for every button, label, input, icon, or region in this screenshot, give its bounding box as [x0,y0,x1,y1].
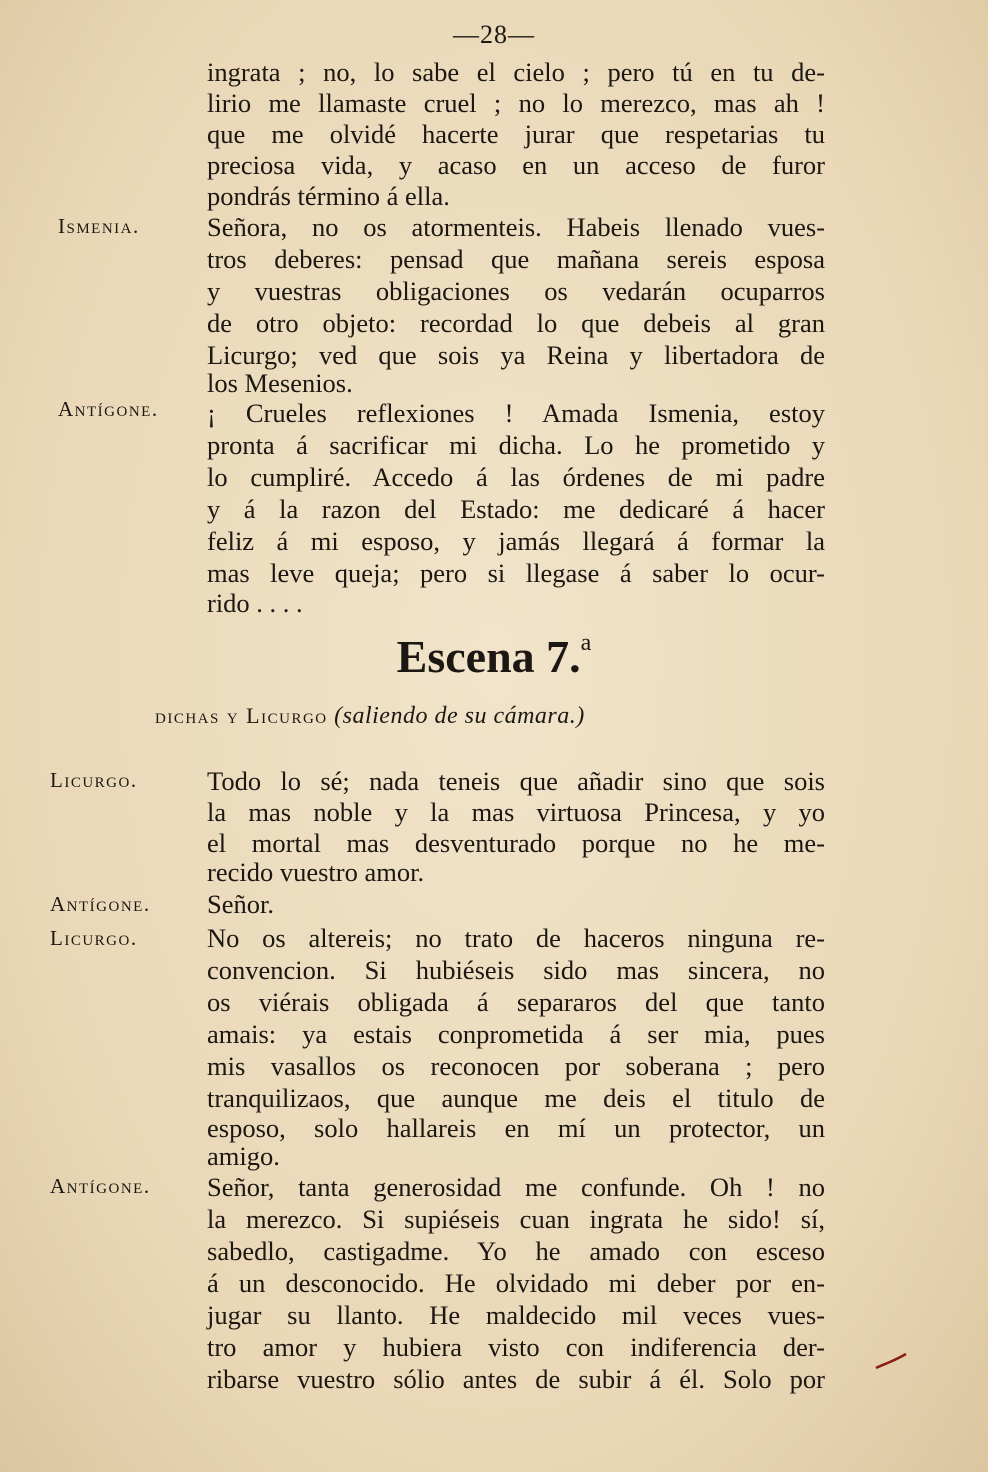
text-line: ingrata ; no, lo sabe el cielo ; pero tú en tu de- [207,57,825,87]
text-line: á un desconocido. He olvidado mi deber por en- [207,1268,825,1298]
text-line: os viérais obligada á separaros del que tanto [207,987,825,1017]
speaker-name: Licurgo. [50,768,138,792]
text-line: sabedlo, castigadme. Yo he amado con esceso [207,1236,825,1266]
speaker-name: Antígone. [58,397,159,421]
text-line: tranquilizaos, que aunque me deis el titulo de [207,1083,825,1113]
text-line: lirio me llamaste cruel ; no lo merezco, mas ah ! [207,88,825,118]
stage-action: (saliendo de su cámara.) [334,703,585,729]
text-line: Señora, no os atormenteis. Habeis llenado vues- [207,212,825,242]
scene-title-superscript: a [580,630,592,656]
text-line: tro amor y hubiera visto con indiferencia der- [207,1332,825,1362]
stage-characters: dichas y Licurgo [155,703,328,728]
stage-direction [155,703,585,730]
text-line: tros deberes: pensad que mañana sereis esposa [207,244,825,274]
text-line: mis vasallos os reconocen por soberana ; pero [207,1051,825,1081]
text-line: ¡ Crueles reflexiones ! Amada Ismenia, estoy [207,398,825,428]
margin-mark-icon [872,1346,912,1376]
text-line: Licurgo; ved que sois ya Reina y libertadora de [207,340,825,370]
text-line: mas leve queja; pero si llegase á saber lo ocur- [207,558,825,588]
speaker-name: Antígone. [50,892,151,916]
text-line: de otro objeto: recordad lo que debeis al gran [207,308,825,338]
text-line: pondrás término á ella. [207,181,450,211]
text-line: feliz á mi esposo, y jamás llegará á formar la [207,526,825,556]
text-line: la merezco. Si supiéseis cuan ingrata he sido! sí, [207,1204,825,1234]
text-line: preciosa vida, y acaso en un acceso de furor [207,150,825,180]
text-line: Señor. [207,889,274,919]
speaker-name: Ismenia. [58,214,140,238]
text-line: pronta á sacrificar mi dicha. Lo he prometido y [207,430,825,460]
scene-title [0,630,988,683]
text-line: ribarse vuestro sólio antes de subir á él. Solo por [207,1364,825,1394]
text-line: rido . . . . [207,588,303,618]
text-line: y vuestras obligaciones os vedarán ocuparros [207,276,825,306]
text-line: jugar su llanto. He maldecido mil veces vues- [207,1300,825,1330]
text-line: No os altereis; no trato de haceros ninguna re- [207,923,825,953]
text-line: recido vuestro amor. [207,857,425,887]
text-line: Señor, tanta generosidad me confunde. Oh ! no [207,1172,825,1202]
page-number: —28— [453,20,535,49]
text-line: amigo. [207,1141,280,1171]
text-line: el mortal mas desventurado porque no he me- [207,828,825,858]
text-line: los Mesenios. [207,368,353,398]
text-line: lo cumpliré. Accedo á las órdenes de mi padre [207,462,825,492]
text-line: que me olvidé hacerte jurar que respetarias tu [207,119,825,149]
speaker-name: Antígone. [50,1174,151,1198]
speaker-name: Licurgo. [50,926,138,950]
scene-title-text: Escena 7. [396,631,581,682]
text-line: y á la razon del Estado: me dedicaré á hacer [207,494,825,524]
text-line: convencion. Si hubiéseis sido mas sincera, no [207,955,825,985]
text-line: amais: ya estais conprometida á ser mia, pues [207,1019,825,1049]
text-line: esposo, solo hallareis en mí un protector, un [207,1113,825,1143]
text-line: la mas noble y la mas virtuosa Princesa, y yo [207,797,825,827]
text-line: Todo lo sé; nada teneis que añadir sino que sois [207,766,825,796]
